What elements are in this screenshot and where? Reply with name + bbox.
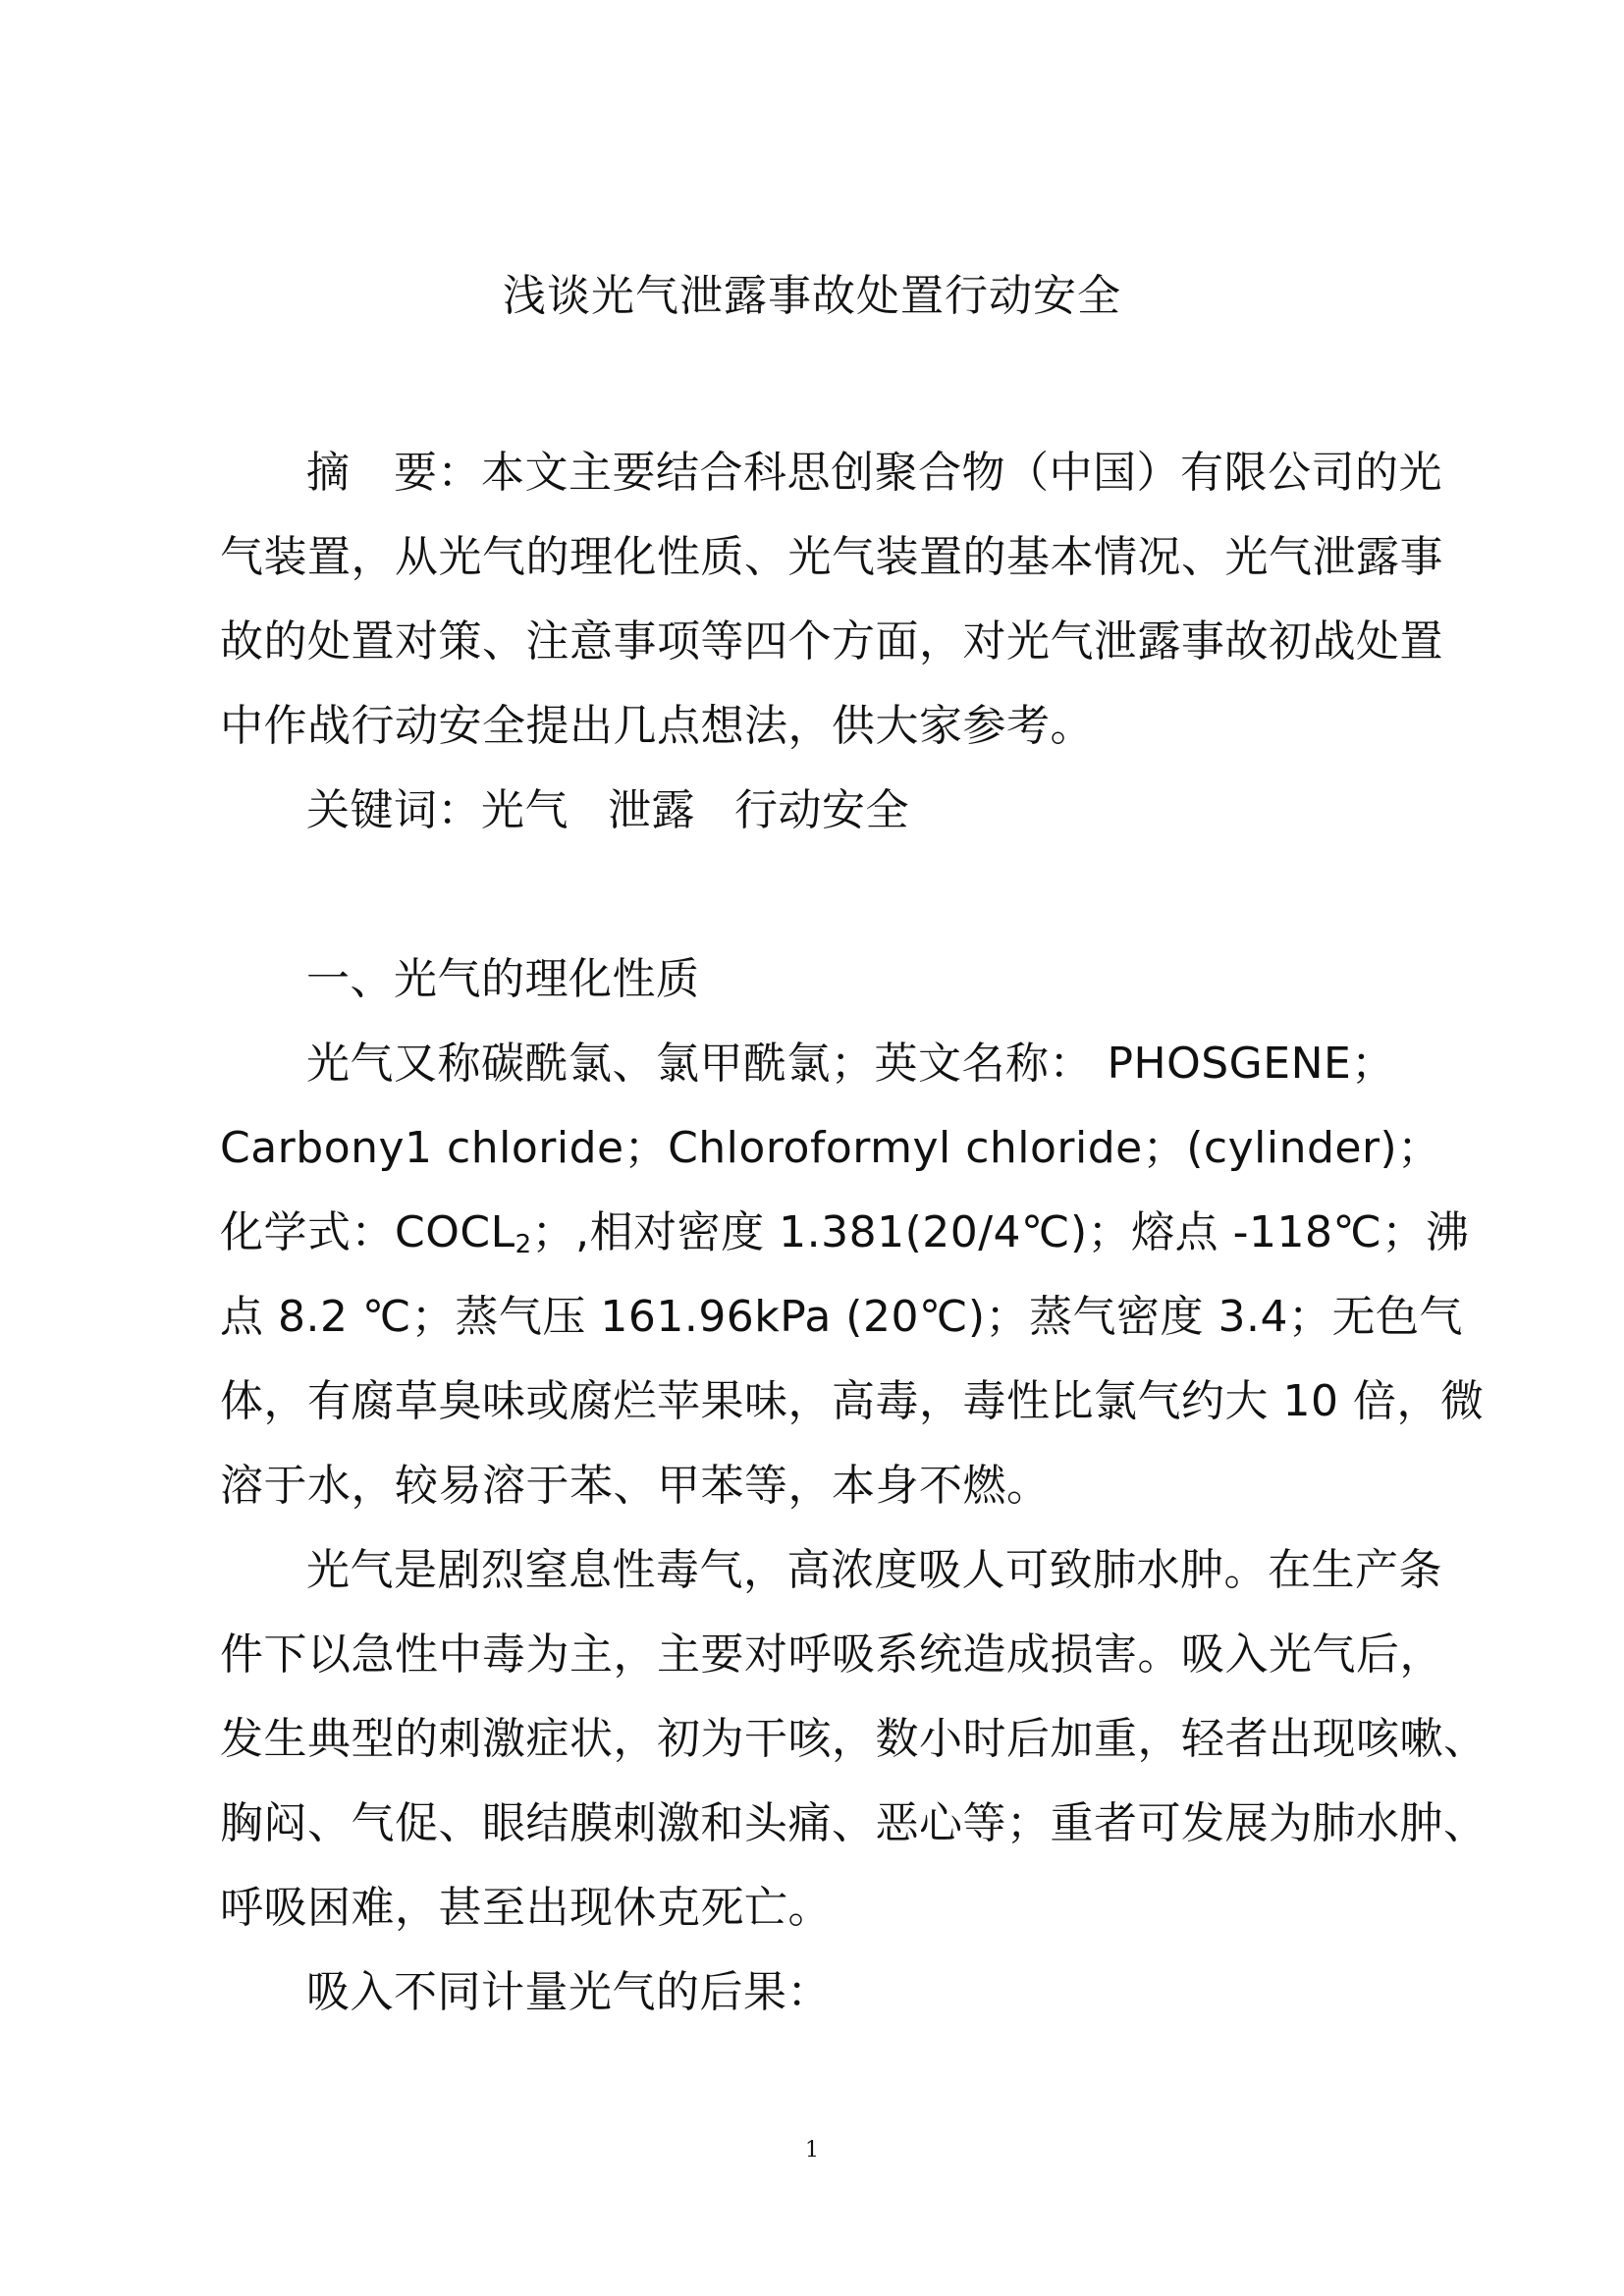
chemical-properties-text: ；,相对密度 1.381(20/4℃)；熔点 -118℃；沸 [531,1207,1470,1257]
abstract-line-4: 中作战行动安全提出几点想法，供大家参考。 [220,701,1094,751]
abstract-line-3: 故的处置对策、注意事项等四个方面，对光气泄露事故初战处置 [220,616,1443,667]
paragraph-line [220,1203,1470,1262]
keywords-label: 关键词： [306,785,481,835]
abstract-line-2: 气装置，从光气的理化性质、光气装置的基本情况、光气泄露事 [220,532,1443,582]
keywords-line [306,781,1504,840]
paragraph-line: 吸入不同计量光气的后果： [306,1967,831,2017]
paragraph-line: Carbony1 chloride；Chloroformyl chloride；(cylinder)； [220,1123,1441,1173]
paragraph-line: 光气又称碳酰氯、氯甲酰氯；英文名称： PHOSGENE； [306,1039,1395,1089]
page-number: 1 [805,2138,819,2163]
abstract-line-1 [306,444,1504,503]
paragraph-line: 点 8.2 ℃；蒸气压 161.96kPa (20℃)；蒸气密度 3.4；无色气 [220,1292,1463,1342]
keyword-item: 泄露 [608,785,695,835]
paragraph-line: 胸闷、气促、眼结膜刺激和头痛、恶心等；重者可发展为肺水肿、 [220,1798,1488,1848]
paragraph-line: 呼吸困难，甚至出现休克死亡。 [220,1883,832,1933]
abstract-label: 摘 要： [306,448,481,498]
section-heading: 一、光气的理化性质 [306,954,700,1004]
paragraph-line: 光气是剧烈窒息性毒气，高浓度吸人可致肺水肿。在生产条 [306,1545,1442,1595]
chemical-formula-subscript: 2 [514,1230,532,1259]
keyword-item: 行动安全 [734,785,909,835]
paragraph-line: 件下以急性中毒为主，主要对呼吸系统造成损害。吸入光气后， [220,1629,1443,1680]
paragraph-line: 溶于水，较易溶于苯、甲苯等，本身不燃。 [220,1461,1051,1511]
keyword-item: 光气 [481,785,568,835]
abstract-text: 本文主要结合科思创聚合物（中国）有限公司的光 [481,448,1442,498]
paragraph-line: 发生典型的刺激症状，初为干咳，数小时后加重，轻者出现咳嗽、 [220,1714,1488,1764]
paragraph-line: 体，有腐草臭味或腐烂苹果味，高毒，毒性比氯气约大 10 倍，微 [220,1376,1485,1426]
document-title: 浅谈光气泄露事故处置行动安全 [503,271,1121,321]
chemical-formula-prefix: 化学式：COCL [220,1207,515,1257]
